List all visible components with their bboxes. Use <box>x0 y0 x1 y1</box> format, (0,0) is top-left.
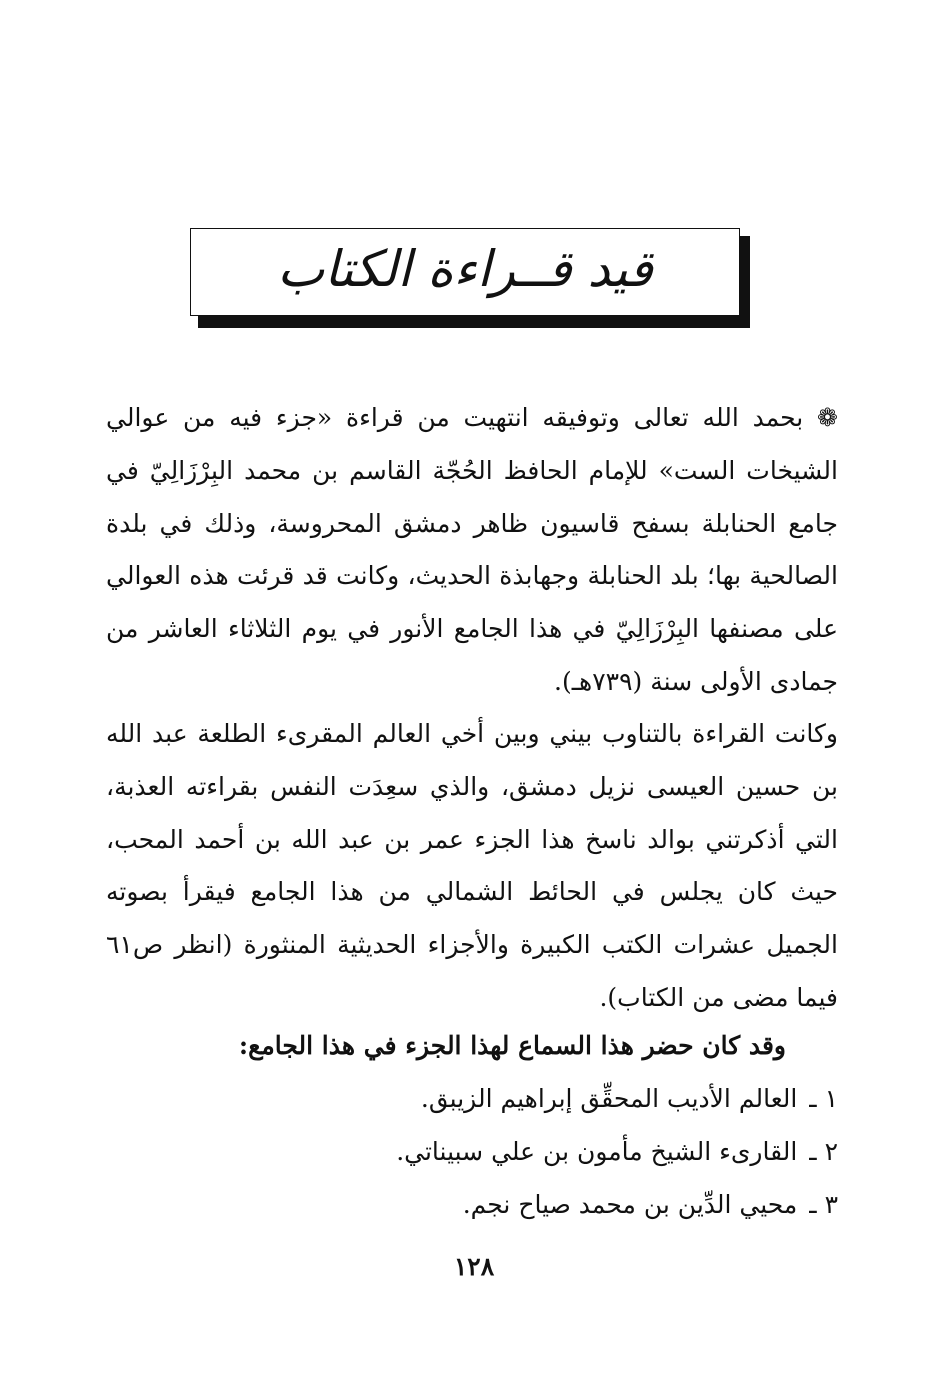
attendees-list <box>106 1073 838 1231</box>
list-item-name: العالم الأديب المحقِّق إبراهيم الزيبق. <box>420 1084 798 1113</box>
list-item <box>106 1073 838 1126</box>
list-item <box>106 1179 838 1232</box>
paragraph-reading-details: وكانت القراءة بالتناوب بيني وبين أخي العالم المقرىء الطلعة عبد الله بن حسين العيسى نزيل دمشق، والذي سعِدَت النفس بقراءته العذبة، التي أذكرتني بوالد ناسخ هذا الجزء عمر بن عبد الله بن أحمد المحب، حيث كان يجلس في الحائط الشمالي من هذا الجامع فيقرأ بصوته الجميل عشرات الكتب الكبيرة والأجزاء الحديثية المنثورة (انظر ص٦١ فيما مضى من الكتاب). <box>106 719 838 1012</box>
list-item <box>106 1126 838 1179</box>
list-item-name: محيي الدِّين بن محمد صياح نجم. <box>462 1189 798 1219</box>
page-title: قيد قــراءة الكتاب <box>277 240 653 298</box>
list-item-number: ٣ ـ <box>809 1189 838 1219</box>
paragraph-reading-record: ❁ بحمد الله تعالى وتوفيقه انتهيت من قراءة «جزء فيه من عوالي الشيخات الست» للإمام الحافظ الحُجّة القاسم بن محمد البِرْزَالِيّ في جامع الحنابلة بسفح قاسيون ظاهر دمشق المحروسة، وذلك في بلدة الصالحية بها؛ بلد الحنابلة وجهابذة الحديث، وكانت قد قرئت هذه العوالي على مصنفها البِرْزَالِيّ في هذا الجامع الأنور في يوم الثلاثاء العاشر من جمادى الأولى سنة (٧٣٩هـ). <box>106 403 838 696</box>
list-item-number: ١ ـ <box>809 1084 838 1113</box>
paragraph-attendees-intro: وقد كان حضر هذا السماع لهذا الجزء في هذا الجامع: <box>238 1031 786 1060</box>
page-number: ١٢٨ <box>453 1252 495 1281</box>
list-item-name: القارىء الشيخ مأمون بن علي سبيناتي. <box>396 1136 798 1166</box>
title-box <box>190 228 740 316</box>
list-item-number: ٢ ـ <box>809 1136 838 1166</box>
